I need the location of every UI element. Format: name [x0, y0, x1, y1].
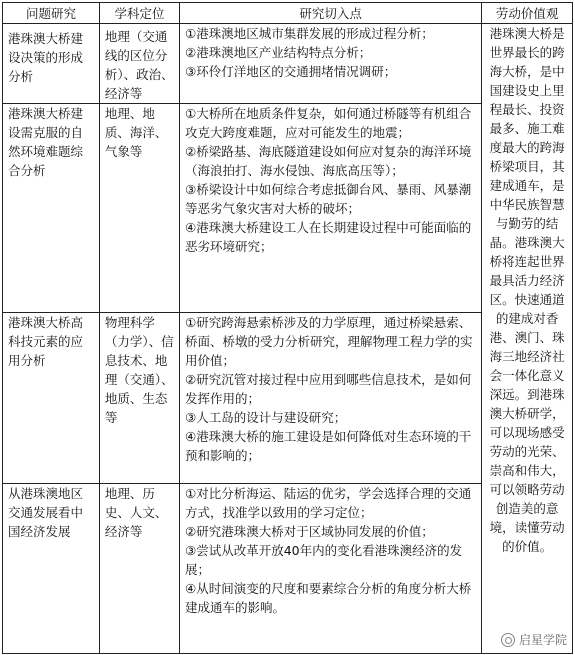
row-topic: 港珠澳大桥建设决策的形成分析 — [3, 24, 100, 104]
labor-value-cell: 港珠澳大桥是世界最长的跨海大桥，是中国建设史上里程最长、投资最多、施工难度最大的跨海桥梁项目，其建成通车，是中华民族智慧与勤劳的结晶。港珠澳大桥将连起世界最具活力经济区。快速通道的建成对香港、澳门、珠海三地经济社会一体化意义深远。到港珠澳大桥研学，可以现场感受劳动的光荣、崇高和伟大，可以领略劳动创造美的意境，读懂劳动的价值。 — [482, 24, 573, 654]
point-item: ①对比分析海运、陆运的优劣，学会选择合理的交通方式，找准学以致用的学习定位； — [184, 486, 472, 520]
row-points — [179, 313, 481, 484]
point-item: ③环伶仃洋地区的交通拥堵情况调研； — [184, 64, 397, 79]
point-item: ②研究沉管对接过程中应用到哪些信息技术，是如何发挥作用的； — [184, 372, 472, 406]
row-topic: 从港珠澳地区交通发展看中国经济发展 — [3, 484, 100, 654]
header-topic: 问题研究 — [3, 3, 100, 24]
point-item: ④从时间演变的尺度和要素综合分析的角度分析大桥建成通车的影响。 — [184, 581, 472, 615]
point-item: ④港珠澳大桥建设工人在长期建设过程中可能面临的恶劣环境研究； — [184, 220, 472, 254]
point-item: ①港珠澳地区城市集群发展的形成过程分析； — [184, 26, 434, 41]
row-points — [179, 104, 481, 313]
point-item: ②研究港珠澳大桥对于区域协同发展的价值； — [184, 524, 434, 539]
point-item: ①研究跨海悬索桥涉及的力学原理，通过桥梁悬索、桥面、桥墩的受力分析研究，理解物理工程力学的实用价值； — [184, 315, 473, 368]
point-item: ④港珠澳大桥的施工建设是如何降低对生态环境的干预和影响的； — [184, 429, 472, 463]
point-item: ③桥梁设计中如何综合考虑抵御台风、暴雨、风暴潮等恶劣气象灾害对大桥的破坏； — [184, 182, 472, 216]
point-item: ③尝试从改革开放40年内的变化看港珠澳经济的发展； — [184, 543, 463, 577]
point-item: ②桥梁路基、海底隧道建设如何应对复杂的海洋环境（海浪拍打、海水侵蚀、海底高压等）； — [184, 144, 472, 178]
research-table — [2, 2, 573, 654]
row-discipline: 物理科学（力学）、信息技术、地理（交通）、地质、生态等 — [99, 313, 179, 484]
row-discipline: 地理、历史、人文、经济等 — [99, 484, 179, 654]
watermark-text: 启星学院 — [518, 633, 567, 647]
table-row — [3, 24, 573, 104]
watermark — [501, 631, 567, 648]
row-points — [179, 24, 481, 104]
point-item: ②港珠澳地区产业结构特点分析； — [184, 45, 372, 60]
row-points — [179, 484, 481, 654]
point-item: ③人工岛的设计与建设研究； — [184, 410, 347, 425]
row-topic: 港珠澳大桥建设需克服的自然环境难题综合分析 — [3, 104, 100, 313]
row-discipline: 地理、地质、海洋、气象等 — [99, 104, 179, 313]
row-topic: 港珠澳大桥高科技元素的应用分析 — [3, 313, 100, 484]
header-row — [3, 3, 573, 24]
wechat-logo-icon — [501, 633, 515, 647]
header-labor-value: 劳动价值观 — [482, 3, 573, 24]
point-item: ①大桥所在地质条件复杂，如何通过桥隧等有机组合攻克大跨度难题，应对可能发生的地震； — [184, 106, 472, 140]
row-discipline: 地理（交通线的区位分析）、政治、经济等 — [99, 24, 179, 104]
header-discipline: 学科定位 — [99, 3, 179, 24]
header-entry-points: 研究切入点 — [179, 3, 481, 24]
